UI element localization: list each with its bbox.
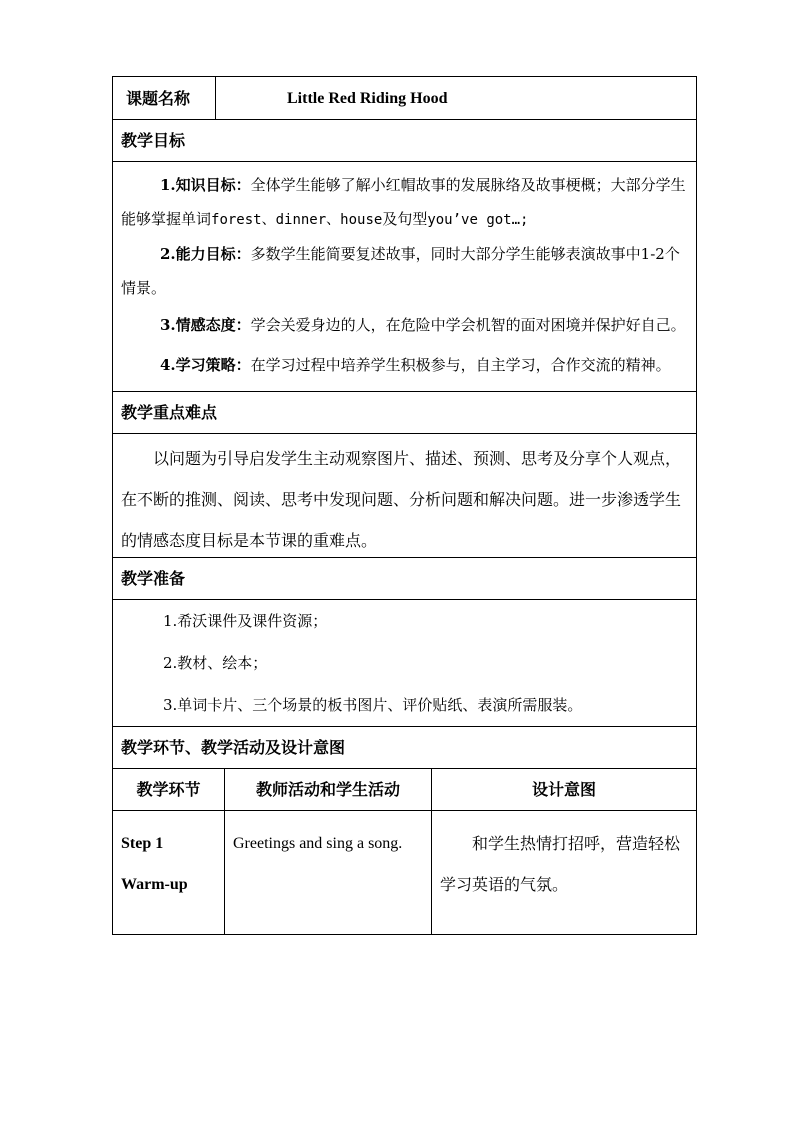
- difficulties-heading: 教学重点难点: [112, 391, 697, 433]
- preparation-list: [112, 599, 697, 726]
- process-heading: 教学环节、教学活动及设计意图: [112, 726, 697, 768]
- objective-3: 3.情感态度：学会关爱身边的人，在危险中学会机智的面对困境并保护好自己。: [160, 316, 686, 334]
- title-label: 课题名称: [113, 77, 216, 119]
- objectives-body: [112, 161, 697, 391]
- table-row: [112, 810, 697, 935]
- column-header-intent: 设计意图: [531, 780, 596, 799]
- process-table-header: [112, 768, 697, 810]
- activity-cell: Greetings and sing a song.: [225, 811, 432, 934]
- title-value: Little Red Riding Hood: [287, 90, 448, 107]
- column-header-activity: 教师活动和学生活动: [225, 769, 432, 810]
- objective-1: 1.知识目标：全体学生能够了解小红帽故事的发展脉络及故事梗概；大部分学生能够掌握单词forest、dinner、house及句型you’ve got…;: [121, 176, 686, 228]
- preparation-heading: 教学准备: [112, 557, 697, 599]
- step-cell: [113, 811, 225, 934]
- preparation-item: 2.教材、绘本；: [163, 654, 268, 672]
- preparation-item: 3.单词卡片、三个场景的板书图片、评价贴纸、表演所需服装。: [163, 696, 583, 714]
- intent-cell: 和学生热情打招呼，营造轻松学习英语的气氛。: [440, 834, 681, 894]
- objectives-heading: 教学目标: [112, 119, 697, 161]
- lesson-plan-table: [112, 76, 697, 935]
- objective-2: 2.能力目标：多数学生能简要复述故事，同时大部分学生能够表演故事中1-2个情景。: [121, 245, 680, 297]
- difficulties-text: 以问题为引导启发学生主动观察图片、描述、预测、思考及分享个人观点，在不断的推测、阅读、思考中发现问题、分析问题和解决问题。进一步渗透学生的情感态度目标是本节课的重难点。: [112, 433, 697, 557]
- column-header-step: 教学环节: [113, 769, 225, 810]
- title-row: [112, 76, 697, 119]
- objective-4: 4.学习策略：在学习过程中培养学生积极参与，自主学习，合作交流的精神。: [160, 356, 671, 374]
- step-number: Step 1: [121, 835, 164, 852]
- step-phase: Warm-up: [121, 876, 188, 893]
- preparation-item: 1.希沃课件及课件资源；: [163, 612, 328, 630]
